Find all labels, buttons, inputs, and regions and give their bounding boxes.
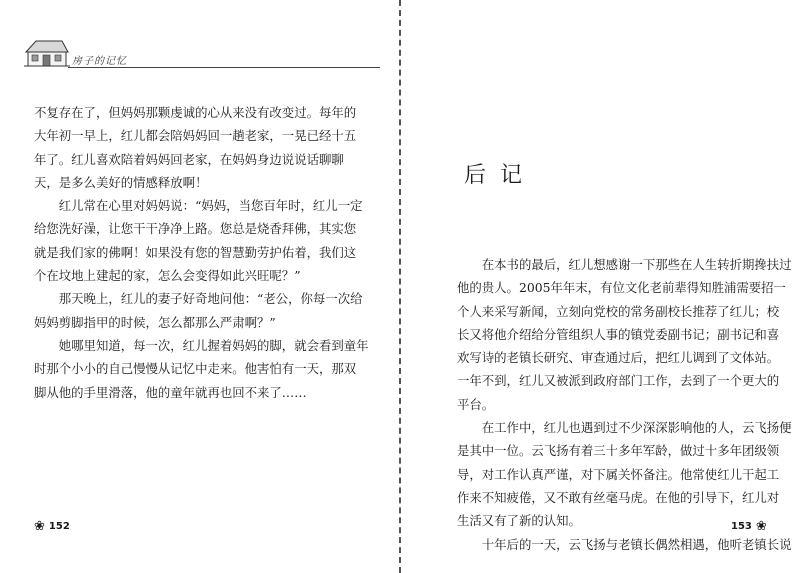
text-line: 脚从他的手里滑落，他的童年就再也回不来了……: [34, 384, 307, 400]
text-line: 一年不到，红儿又被派到政府部门工作，去到了一个更大的: [457, 373, 780, 389]
text-line: 不复存在了，但妈妈那颗虔诚的心从来没有改变过。每年的: [34, 105, 357, 120]
running-header: [22, 38, 382, 68]
right-body-text: [457, 253, 792, 556]
text-line: 欢写诗的老镇长研究、审查通过后，把红儿调到了文体站。: [457, 350, 780, 366]
text-line: 那天晚上，红儿的妻子好奇地问他：“老公，你每一次给: [34, 291, 363, 307]
text-line: 生活又有了新的认知。: [457, 513, 581, 529]
text-line: 是其中一位。云飞扬有着三十多年军龄，做过十多年团级领: [457, 443, 780, 459]
flower-ornament-icon: ❀: [34, 519, 45, 534]
text-line: 妈妈剪脚指甲的时候，怎么都那么严肃啊？”: [34, 314, 276, 330]
left-page: [0, 0, 399, 573]
left-body-text: [34, 101, 374, 404]
text-line: 天，是多么美好的情感释放啊！: [34, 174, 208, 190]
book-title: 房子的记忆: [72, 56, 127, 67]
chapter-title: 后记: [464, 163, 537, 188]
text-line: 她哪里知道，每一次，红儿握着妈妈的脚，就会看到童年: [34, 337, 369, 353]
text-line: 大年初一早上，红儿都会陪妈妈回一趟老家，一晃已经十五: [34, 128, 357, 144]
text-line: 在本书的最后，红儿想感谢一下那些在人生转折期搀扶过: [457, 257, 792, 272]
text-line: 给您洗好澡，让您干干净净上路。您总是烧香拜佛，其实您: [34, 221, 357, 237]
house-icon: [22, 38, 70, 68]
right-page: [401, 0, 800, 573]
text-line: 年了。红儿喜欢陪着妈妈回老家，在妈妈身边说说话聊聊: [34, 151, 344, 167]
header-rule: [68, 67, 380, 68]
flower-ornament-icon: ❀: [755, 519, 767, 534]
text-line: 就是我们家的佛啊！如果没有您的智慧勤劳护佑着，我们这: [34, 244, 357, 260]
text-line: 导，对工作认真严谨，对下属关怀备注。他常使红儿干起工: [457, 466, 780, 482]
page-number: 153: [731, 521, 752, 532]
text-line: 长又将他介绍给分管组织人事的镇党委副书记；副书记和喜: [457, 326, 780, 342]
page-number-left: [34, 520, 70, 533]
text-line: 个人来采写新闻，立刻向党校的常务副校长推荐了红儿；校: [457, 303, 780, 319]
text-line: 作来不知疲倦，又不敢有丝毫马虎。在他的引导下，红儿对: [457, 489, 780, 505]
text-line: 时那个小小的自己慢慢从记忆中走来。他害怕有一天，那双: [34, 361, 357, 377]
page-number: 152: [48, 521, 70, 532]
text-line: 在工作中，红儿也遇到过不少深深影响他的人，云飞扬便: [457, 420, 792, 436]
text-line: 平台。: [457, 396, 495, 412]
text-line: 他的贵人。2005年年末，有位文化老前辈得知胜浦需要招一: [457, 280, 786, 296]
text-line: 红儿常在心里对妈妈说：“妈妈，当您百年时，红儿一定: [34, 198, 363, 214]
text-line: 个在坟地上建起的家，怎么会变得如此兴旺呢？”: [34, 268, 301, 284]
text-line: 十年后的一天，云飞扬与老镇长偶然相遇，他听老镇长说: [457, 536, 792, 552]
page-number-right: [731, 520, 767, 533]
